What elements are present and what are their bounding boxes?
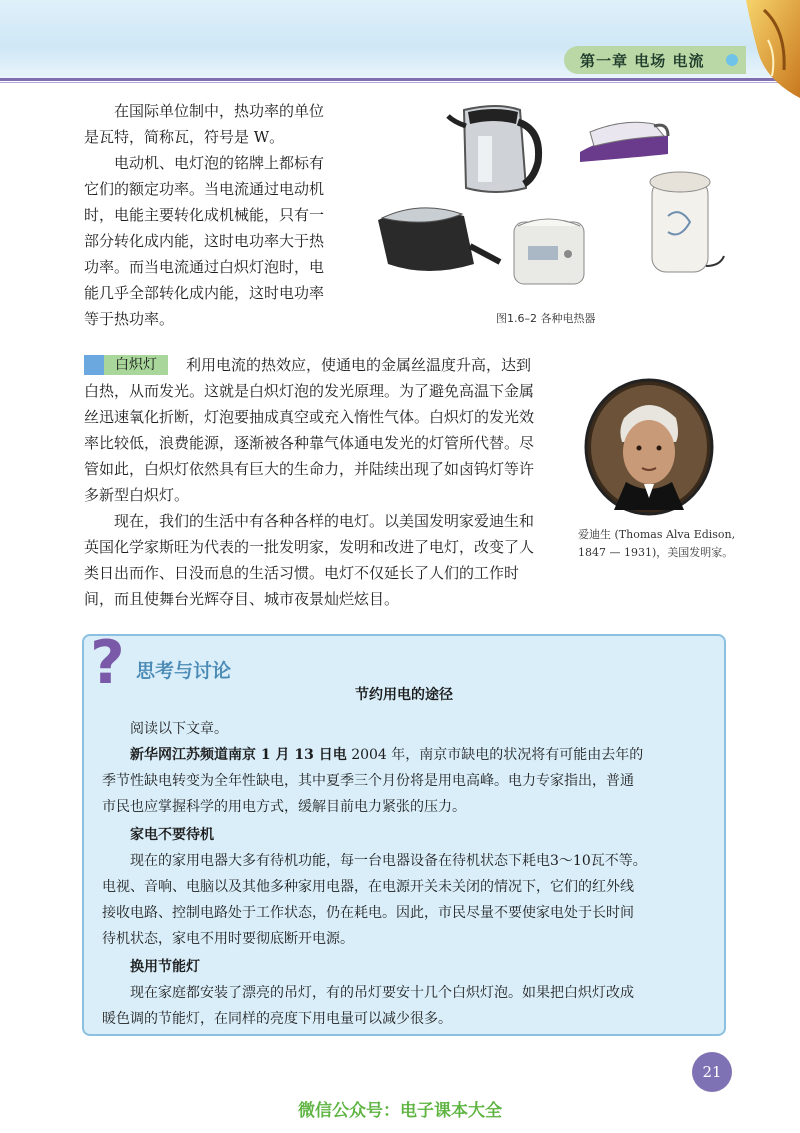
incandescent-line: 白热，从而发光。这就是白炽灯泡的发光原理。为了避免高温下金属 [84,382,535,400]
lamp-line: 暖色调的节能灯，在同样的亮度下用电量可以减少很多。 [102,1011,452,1027]
appliances-figure [368,96,738,296]
intro-line: 电动机、电灯泡的铭牌上都标有 [114,154,325,172]
footer-watermark: 微信公众号：电子课本大全 [298,1101,502,1121]
section-tag-label: 白炽灯 [104,355,168,375]
page-number: 21 [692,1052,732,1092]
header-rule-thin [0,82,800,83]
intro-line: 时，电能主要转化成机械能，只有一 [84,206,325,224]
intro-line: 部分转化成内能，这时电功率大于热 [84,232,325,250]
incandescent-first-line: 利用电流的热效应，使通电的金属丝温度升高，达到 [186,356,532,374]
intro-line: 能几乎全部转化成内能，这时电功率 [84,284,325,302]
incandescent-line: 管如此，白炽灯依然具有巨大的生命力，并陆续出现了如卤钨灯等许 [84,460,535,478]
intro-line: 等于热功率。 [84,310,175,328]
lighting-line: 现在，我们的生活中有各种各样的电灯。以美国发明家爱迪生和 [114,512,535,530]
lamp-line: 现在家庭都安装了漂亮的吊灯，有的吊灯要安十几个白炽灯泡。如果把白炽灯改成 [130,985,634,1001]
corner-decoration-icon [706,0,800,98]
discussion-title: 思考与讨论 [136,660,232,682]
section-tag-marker [84,355,104,375]
news-line: 2004 年，南京市缺电的状况将有可能由去年的 [351,747,644,763]
heading-lamp: 换用节能灯 [130,959,200,975]
iron-image [580,122,668,162]
heading-standby: 家电不要待机 [130,827,214,843]
lamp-paragraph [102,980,710,1032]
kettle-image [448,106,539,192]
news-paragraph [102,742,710,820]
standby-line: 接收电路、控制电路处于工作状态，仍在耗电。因此，市民尽量不要使家电处于长时间 [102,905,634,921]
incandescent-line: 多新型白炽灯。 [84,486,190,504]
discussion-subtitle: 节约用电的途径 [355,687,453,703]
portrait-caption-line: 1847 — 1931)，美国发明家。 [578,546,734,559]
lighting-line: 英国化学家斯旺为代表的一批发明家，发明和改进了电灯，改变了人 [84,538,535,556]
standby-line: 电视、音响、电脑以及其他多种家用电器，在电源开关未关闭的情况下，它们的红外线 [102,879,634,895]
intro-line: 它们的额定功率。当电流通过电动机 [84,180,325,198]
skillet-image [378,208,500,271]
standby-line: 待机状态，家电不用时要彻底断开电源。 [102,931,354,947]
intro-line: 在国际单位制中，热功率的单位 [114,102,325,120]
portrait-caption [578,526,748,562]
intro-paragraph [84,98,346,332]
incandescent-line: 率比较低，浪费能源，逐渐被各种靠气体通电发光的灯管所代替。尽 [84,434,535,452]
lighting-paragraph [84,508,584,612]
rice-cooker-image [514,219,584,284]
incandescent-line: 丝迅速氧化折断，灯泡要抽成真空或充入惰性气体。白炽灯的发光效 [84,408,535,426]
figure-caption: 图1.6–2 各种电热器 [496,312,596,325]
portrait-caption-line: 爱迪生 (Thomas Alva Edison, [578,528,736,541]
question-mark-icon: ? [90,628,125,698]
news-line: 季节性缺电转变为全年性缺电，其中夏季三个月份将是用电高峰。电力专家指出，普通 [102,773,634,789]
chapter-label: 第一章 电场 电流 [580,52,705,70]
lighting-line: 间，而且使舞台光辉夺目、城市夜景灿烂炫目。 [84,590,400,608]
incandescent-paragraph [84,378,584,508]
lighting-line: 类日出而作、日没而息的生活习惯。电灯不仅延长了人们的工作时 [84,564,520,582]
edison-portrait [584,378,714,516]
intro-line: 功率。而当电流通过白炽灯泡时，电 [84,258,325,276]
news-line: 市民也应掌握科学的用电方式，缓解目前电力紧张的压力。 [102,799,466,815]
standby-paragraph [102,848,710,952]
standby-line: 现在的家用电器大多有待机功能，每一台电器设备在待机状态下耗电3～10瓦不等。 [130,853,647,869]
header-rule [0,78,800,81]
news-lead: 新华网江苏频道南京 1 月 13 日电 [130,747,347,763]
discussion-read: 阅读以下文章。 [130,721,228,737]
thermo-pot-image [650,172,724,272]
intro-line: 是瓦特，简称瓦，符号是 W。 [84,128,285,146]
